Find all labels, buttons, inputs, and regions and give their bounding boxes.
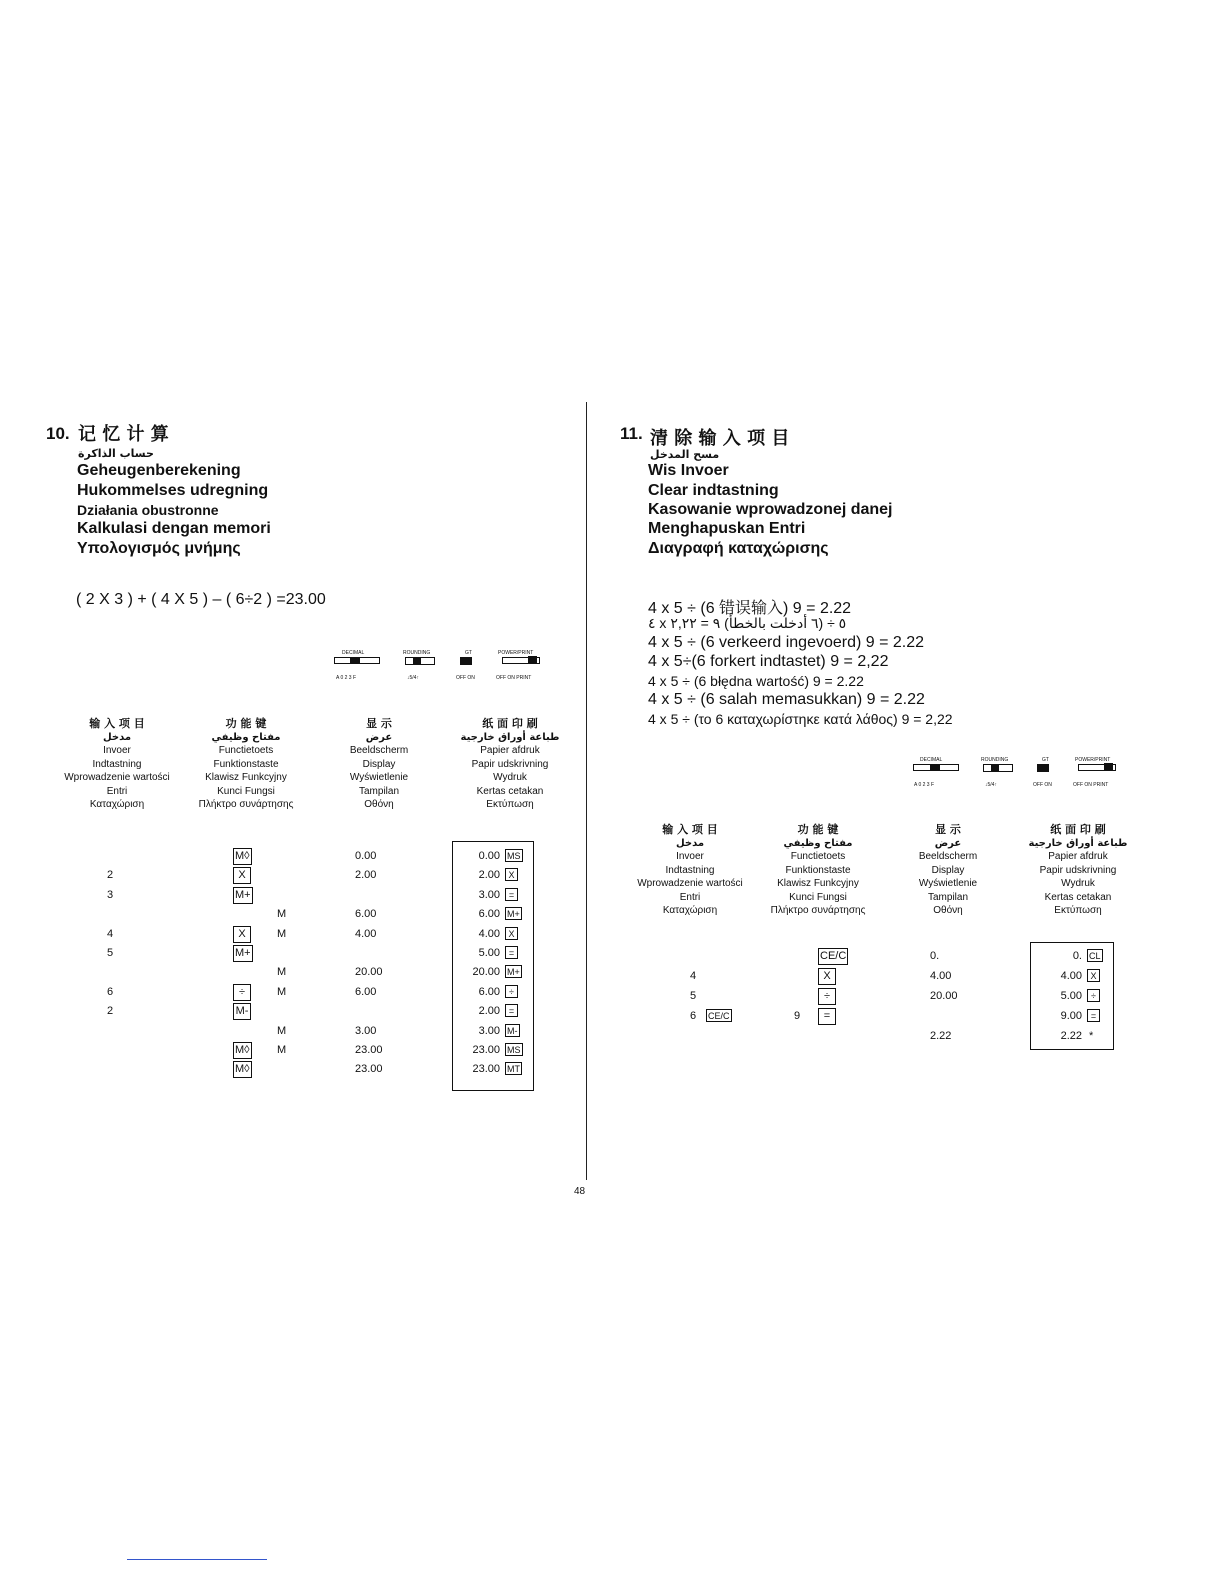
header-key-ar: مفتاح وظيفي [211, 731, 281, 743]
header-display-id: Tampilan [358, 785, 400, 797]
function-key-icon-wrap [233, 984, 251, 1001]
function-key-icon: M◊ [233, 1042, 252, 1059]
print-symbol-icon-wrap [505, 907, 522, 920]
display-value: 6.00 [355, 908, 377, 920]
header-entry-da-r: Indtastning [665, 864, 715, 876]
header-display-pl: Wyświetlenie [349, 772, 409, 783]
gt-ticks: OFF ON [456, 675, 475, 681]
function-key-icon: X [233, 867, 251, 884]
header-entry-el: Καταχώριση [89, 799, 145, 810]
decimal-label: DECIMAL [342, 650, 365, 656]
function-key-icon-wrap [233, 926, 251, 943]
clear-formula-ar: ٤ x ٥ ÷ (٦ أدخلت بالخطأ) ٩ = ٢,٢٢ [648, 615, 847, 631]
display-value: 3.00 [355, 1025, 377, 1037]
section-title-zh-right: 清 除 输 入 项 目 [650, 428, 790, 449]
print-symbol-icon-wrap [505, 946, 518, 959]
header-entry-left [47, 717, 187, 812]
function-key-icon: M- [233, 1003, 251, 1020]
print-symbol-icon: X [1087, 969, 1100, 982]
header-entry-da: Indtastning [92, 758, 142, 770]
header-print-da-r: Papir udskrivning [1039, 864, 1117, 876]
page-number: 48 [574, 1186, 586, 1197]
header-key-da-r: Funktionstaste [785, 864, 851, 876]
section-title-zh: 记 忆 计 算 [78, 424, 169, 445]
header-entry-zh-r: 输 入 项 目 [662, 823, 718, 836]
print-symbol-icon-wrap [505, 927, 518, 940]
print-symbol-icon: M+ [507, 909, 520, 919]
header-key-da: Funktionstaste [213, 758, 279, 770]
function-key-icon-wrap [233, 1003, 251, 1020]
print-symbol-icon: CL [1089, 951, 1101, 961]
row-extra-entry: 9 [794, 1010, 801, 1022]
header-print-id-r: Kertas cetakan [1044, 891, 1112, 903]
header-display-id-r: Tampilan [927, 891, 969, 903]
header-print-nl-r: Papier afdruk [1048, 851, 1108, 862]
print-value: 3.00 [478, 889, 500, 901]
clear-formula-nl: 4 x 5 ÷ (6 verkeerd ingevoerd) 9 = 2.22 [648, 634, 925, 651]
print-symbol-icon-wrap [505, 985, 518, 998]
header-key-el-r: Πλήκτρο συνάρτησης [770, 905, 866, 916]
function-key-icon: X [818, 968, 836, 985]
section-title-ar-right: مسح المدخل [650, 448, 720, 461]
print-value: 6.00 [478, 908, 500, 920]
print-value: 2.00 [478, 869, 500, 881]
section-title-nl: Geheugenberekening [77, 462, 241, 479]
print-symbol-icon: * [1089, 1030, 1094, 1042]
page-divider [586, 402, 587, 1180]
function-key-icon-wrap [233, 945, 253, 962]
function-key-icon: M◊ [233, 1061, 252, 1078]
memory-indicator: M [277, 1044, 287, 1056]
row-entry: 6 [107, 986, 114, 998]
display-value: 4.00 [930, 970, 952, 982]
memory-indicator: M [277, 928, 287, 940]
header-print-nl: Papier afdruk [480, 745, 540, 756]
display-value: 0.00 [355, 850, 377, 862]
print-value: 2.00 [478, 1005, 500, 1017]
power-knob-right [1104, 763, 1113, 771]
print-symbol-icon-wrap [505, 1004, 518, 1017]
gt-label: GT [465, 650, 472, 656]
header-entry-ar-r: مدخل [675, 837, 705, 849]
print-symbol-icon-wrap [1087, 969, 1100, 982]
row-entry: 2 [107, 869, 114, 881]
function-key-icon-wrap [818, 968, 836, 985]
clear-formula-zh: 4 x 5 ÷ (6 错误输入) 9 = 2.22 [648, 600, 852, 617]
memory-indicator: M [277, 1025, 287, 1037]
header-entry-right [620, 823, 760, 918]
print-symbol-icon-wrap [1087, 1009, 1100, 1022]
section-title-ar: حساب الذاكرة [78, 447, 154, 460]
header-display-da-r: Display [931, 864, 965, 876]
section-title-pl-right: Kasowanie wprowadzonej danej [648, 501, 893, 518]
print-symbol-icon: = [505, 1004, 518, 1017]
header-key-pl: Klawisz Funkcyjny [205, 772, 287, 783]
header-entry-ar: مدخل [102, 731, 132, 743]
print-value: 23.00 [472, 1044, 500, 1056]
print-symbol-icon: M- [507, 1026, 518, 1036]
header-display-ar-r: عرض [934, 837, 962, 849]
display-value: 4.00 [355, 928, 377, 940]
row-entry: 4 [107, 928, 114, 940]
header-print-el: Εκτύπωση [486, 799, 534, 810]
header-entry-el-r: Καταχώριση [662, 905, 718, 916]
rounding-ticks-right: ↓5/4↑ [985, 782, 997, 788]
rounding-knob [413, 657, 421, 664]
header-print-id: Kertas cetakan [476, 785, 544, 797]
header-print-zh: 纸 面 印 刷 [482, 717, 538, 730]
rounding-label: ROUNDING [403, 650, 431, 656]
decimal-ticks: A 0 2 3 F [336, 675, 357, 681]
header-key-ar-r: مفتاح وظيفي [783, 837, 853, 849]
gt-switch [460, 657, 472, 665]
header-print-right [1008, 823, 1148, 918]
function-key-icon: ÷ [818, 988, 836, 1005]
decimal-knob [350, 657, 360, 664]
print-symbol-icon-wrap [1087, 949, 1103, 962]
function-key-icon: M+ [233, 887, 253, 904]
header-display-nl-r: Beeldscherm [918, 851, 978, 862]
clear-formula-pl: 4 x 5 ÷ (6 błędna wartość) 9 = 2.22 [648, 673, 864, 689]
footer-rule [127, 1559, 267, 1560]
header-entry-pl: Wprowadzenie wartości [64, 772, 170, 783]
header-entry-id-r: Entri [679, 891, 701, 903]
gt-switch-right [1037, 764, 1049, 772]
display-value: 23.00 [355, 1063, 383, 1075]
header-display-el: Οθόνη [364, 799, 394, 810]
display-value: 0. [930, 950, 940, 962]
clear-formula-id: 4 x 5 ÷ (6 salah memasukkan) 9 = 2.22 [648, 691, 925, 708]
header-key-zh: 功 能 键 [225, 717, 267, 730]
header-key-id-r: Kunci Fungsi [789, 891, 847, 903]
decimal-knob-right [930, 764, 940, 771]
header-display-zh: 显 示 [366, 717, 392, 730]
header-entry-pl-r: Wprowadzenie wartości [637, 878, 743, 889]
gt-label-right: GT [1042, 757, 1049, 763]
print-symbol-icon: ÷ [1087, 989, 1100, 1002]
print-value: 4.00 [478, 928, 500, 940]
display-value: 2.00 [355, 869, 377, 881]
print-symbol-icon: ÷ [505, 985, 518, 998]
header-print-ar: طباعة أوراق خارجية [460, 731, 560, 743]
function-key-icon: M◊ [233, 848, 252, 865]
row-entry: 2 [107, 1005, 114, 1017]
section-number-10: 10. [46, 424, 70, 443]
print-symbol-icon-wrap [505, 1024, 520, 1037]
header-key-nl: Functietoets [218, 745, 274, 756]
display-value: 6.00 [355, 986, 377, 998]
print-symbol-icon: X [505, 868, 518, 881]
decimal-label-right: DECIMAL [920, 757, 943, 763]
row-entry: 5 [690, 990, 697, 1002]
power-ticks-right: OFF ON PRINT [1073, 782, 1109, 788]
header-key-nl-r: Functietoets [790, 851, 846, 862]
function-key-icon: ÷ [233, 984, 251, 1001]
display-value: 20.00 [355, 966, 383, 978]
header-display-el-r: Οθόνη [933, 905, 963, 916]
memory-indicator: M [277, 966, 287, 978]
print-symbol-icon: = [505, 946, 518, 959]
function-key-icon-wrap [818, 1008, 836, 1025]
print-symbol-icon-wrap [505, 1062, 522, 1075]
function-key-icon-wrap [818, 988, 836, 1005]
memory-formula: ( 2 X 3 ) + ( 4 X 5 ) – ( 6÷2 ) =23.00 [76, 591, 326, 608]
power-knob [528, 656, 537, 664]
header-print-pl: Wydruk [493, 772, 527, 783]
rounding-knob-right [991, 764, 999, 771]
print-symbol-icon: MT [507, 1064, 520, 1074]
print-symbol-icon: MS [507, 851, 521, 861]
header-print-el-r: Εκτύπωση [1054, 905, 1102, 916]
function-key-icon: M+ [233, 945, 253, 962]
section-title-el: Υπολογισμός μνήμης [77, 540, 241, 557]
print-symbol-icon: M+ [507, 967, 520, 977]
entry-key-icon-wrap [706, 1009, 732, 1022]
section-title-da: Hukommelses udregning [77, 482, 269, 499]
print-symbol-icon: = [1087, 1009, 1100, 1022]
print-symbol-icon-wrap [505, 1043, 523, 1056]
display-value: 23.00 [355, 1044, 383, 1056]
print-value: 4.00 [1060, 970, 1082, 982]
header-key-id: Kunci Fungsi [217, 785, 275, 797]
display-value: 20.00 [930, 990, 958, 1002]
print-symbol-icon-wrap [505, 965, 522, 978]
print-value: 9.00 [1060, 1010, 1082, 1022]
function-key-icon: = [818, 1008, 836, 1025]
print-symbol-icon-wrap [505, 888, 518, 901]
section-title-nl-right: Wis Invoer [648, 462, 729, 479]
memory-indicator: M [277, 986, 287, 998]
power-label-right: POWER/PRINT [1075, 757, 1111, 763]
row-entry: 4 [690, 970, 697, 982]
header-display-zh-r: 显 示 [935, 823, 961, 836]
print-symbol-icon-wrap [505, 849, 523, 862]
memory-indicator: M [277, 908, 287, 920]
header-key-pl-r: Klawisz Funkcyjny [777, 878, 859, 889]
function-key-icon: CE/C [818, 948, 848, 965]
rounding-ticks: ↓5/4↑ [407, 675, 419, 681]
print-symbol-icon: = [505, 888, 518, 901]
header-key-left [176, 717, 316, 812]
header-entry-nl-r: Invoer [676, 851, 704, 862]
print-symbol-icon: MS [507, 1045, 521, 1055]
clear-formula-el: 4 x 5 ÷ (το 6 καταχωρίστηκε κατά λάθος) 9 = 2,22 [648, 711, 953, 727]
display-value: 2.22 [930, 1030, 952, 1042]
section-title-da-right: Clear indtastning [648, 482, 779, 499]
header-print-zh-r: 纸 面 印 刷 [1050, 823, 1106, 836]
header-display-pl-r: Wyświetlenie [918, 878, 978, 889]
function-key-icon-wrap [233, 887, 253, 904]
print-symbol-icon-wrap [1087, 989, 1100, 1002]
header-key-el: Πλήκτρο συνάρτησης [198, 799, 294, 810]
header-display-right [878, 823, 1018, 918]
header-entry-nl: Invoer [103, 745, 131, 756]
header-display-nl: Beeldscherm [349, 745, 409, 756]
row-entry: 6 [690, 1010, 697, 1022]
header-entry-id: Entri [106, 785, 128, 797]
print-value: 0. [1072, 950, 1082, 962]
header-print-ar-r: طباعة أوراق خارجية [1028, 837, 1128, 849]
function-key-icon-wrap [233, 848, 252, 865]
clear-formula-da: 4 x 5÷(6 forkert indtastet) 9 = 2,22 [648, 653, 889, 670]
header-entry-zh: 输 入 项 目 [89, 717, 145, 730]
row-entry: 3 [107, 889, 114, 901]
print-value: 20.00 [472, 966, 500, 978]
header-print-da: Papir udskrivning [471, 758, 549, 770]
print-value: 5.00 [478, 947, 500, 959]
print-symbol-icon: X [505, 927, 518, 940]
section-number-11: 11. [620, 424, 643, 443]
section-title-pl: Działania obustronne [77, 502, 219, 518]
function-key-icon-wrap [818, 948, 848, 965]
print-value: 6.00 [478, 986, 500, 998]
function-key-icon-wrap [233, 867, 251, 884]
rounding-label-right: ROUNDING [981, 757, 1009, 763]
print-value: 3.00 [478, 1025, 500, 1037]
header-display-left [309, 717, 449, 812]
header-print-left [440, 717, 580, 812]
row-entry: 5 [107, 947, 114, 959]
print-value: 5.00 [1060, 990, 1082, 1002]
power-ticks: OFF ON PRINT [496, 675, 532, 681]
header-display-da: Display [362, 758, 396, 770]
print-value: 23.00 [472, 1063, 500, 1075]
print-symbol-icon-wrap [505, 868, 518, 881]
print-value: 2.22 [1060, 1030, 1082, 1042]
header-display-ar: عرض [365, 731, 393, 743]
entry-key-icon: CE/C [708, 1011, 730, 1021]
section-title-el-right: Διαγραφή καταχώρισης [648, 540, 829, 557]
section-title-id: Kalkulasi dengan memori [77, 520, 271, 537]
header-print-pl-r: Wydruk [1061, 878, 1095, 889]
header-key-right [748, 823, 888, 918]
decimal-ticks-right: A 0 2 3 F [914, 782, 935, 788]
section-title-id-right: Menghapuskan Entri [648, 520, 806, 537]
header-key-zh-r: 功 能 键 [797, 823, 839, 836]
function-key-icon-wrap [233, 1061, 252, 1078]
power-label: POWER/PRINT [498, 650, 534, 656]
gt-ticks-right: OFF ON [1033, 782, 1052, 788]
function-key-icon-wrap [233, 1042, 252, 1059]
print-value: 0.00 [478, 850, 500, 862]
function-key-icon: X [233, 926, 251, 943]
